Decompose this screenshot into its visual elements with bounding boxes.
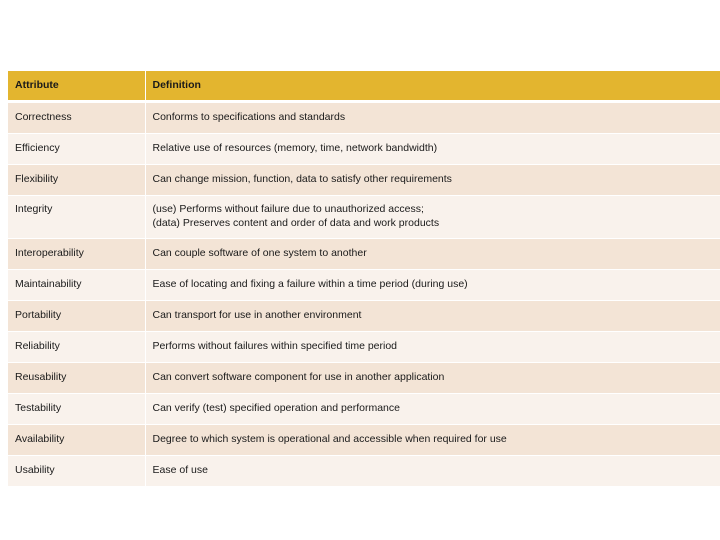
definition-cell <box>145 300 720 331</box>
definition-line: Can change mission, function, data to satisfy other requirements <box>152 172 452 185</box>
definition-line: Can couple software of one system to another <box>152 246 367 259</box>
attribute-cell: Portability <box>8 300 145 331</box>
attribute-cell: Interoperability <box>8 238 145 269</box>
table-row <box>8 424 720 455</box>
attribute-cell: Integrity <box>8 195 145 238</box>
attribute-cell: Efficiency <box>8 133 145 164</box>
attribute-cell: Correctness <box>8 101 145 133</box>
table-row <box>8 300 720 331</box>
attribute-cell: Availability <box>8 424 145 455</box>
definition-line: (data) Preserves content and order of data and work products <box>152 216 440 229</box>
definition-line: Ease of use <box>152 463 208 476</box>
table-row <box>8 164 720 195</box>
table-row <box>8 362 720 393</box>
table-row <box>8 269 720 300</box>
header-attribute: Attribute <box>8 71 145 101</box>
attribute-cell: Flexibility <box>8 164 145 195</box>
table-row <box>8 133 720 164</box>
definition-cell <box>145 133 720 164</box>
definition-line: Performs without failures within specified time period <box>152 339 398 352</box>
definition-line: Degree to which system is operational and accessible when required for use <box>152 432 507 445</box>
table-row <box>8 238 720 269</box>
table-row <box>8 393 720 424</box>
attribute-cell: Testability <box>8 393 145 424</box>
header-definition: Definition <box>145 71 720 101</box>
table-row <box>8 331 720 362</box>
table-row <box>8 455 720 486</box>
attribute-cell: Reusability <box>8 362 145 393</box>
definition-cell <box>145 393 720 424</box>
table-body <box>8 101 720 486</box>
definition-cell <box>145 362 720 393</box>
definition-line: (use) Performs without failure due to unauthorized access; <box>152 202 424 215</box>
definition-cell <box>145 195 720 238</box>
definition-line: Can convert software component for use in another application <box>152 370 445 383</box>
attribute-cell: Usability <box>8 455 145 486</box>
attribute-cell: Reliability <box>8 331 145 362</box>
definition-line: Can transport for use in another environment <box>152 308 362 321</box>
attribute-cell: Maintainability <box>8 269 145 300</box>
definition-cell <box>145 424 720 455</box>
definition-cell <box>145 164 720 195</box>
definition-cell <box>145 238 720 269</box>
definition-cell <box>145 331 720 362</box>
definition-line: Relative use of resources (memory, time, network bandwidth) <box>152 141 438 154</box>
table-row <box>8 101 720 133</box>
definition-line: Can verify (test) specified operation and performance <box>152 401 400 414</box>
quality-attributes-table <box>8 71 720 487</box>
definition-line: Conforms to specifications and standards <box>152 110 346 123</box>
definition-cell <box>145 269 720 300</box>
definition-line: Ease of locating and fixing a failure within a time period (during use) <box>152 277 468 290</box>
table-row <box>8 195 720 238</box>
definition-cell <box>145 455 720 486</box>
table-header-row <box>8 71 720 101</box>
definition-cell <box>145 101 720 133</box>
